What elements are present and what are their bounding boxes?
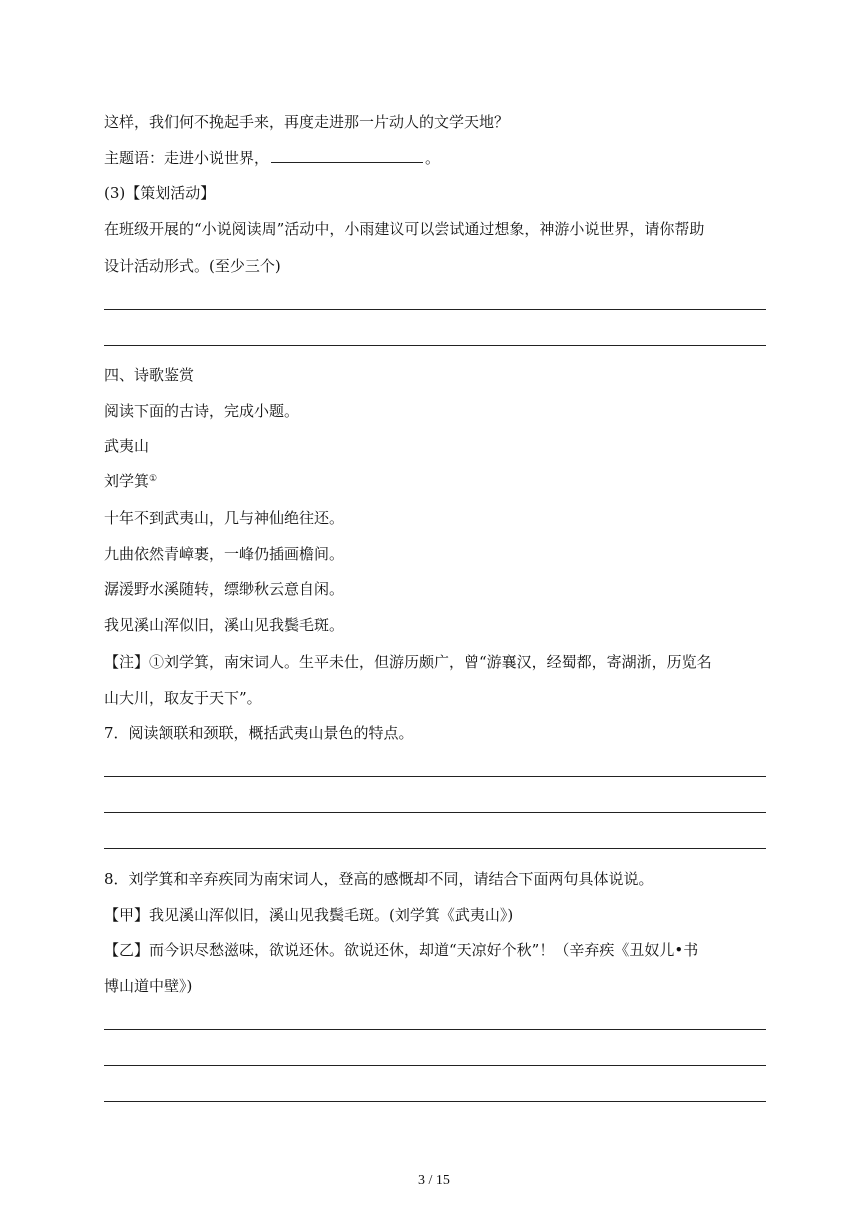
poem-author [104,471,157,491]
theme-answer-blank[interactable] [271,150,423,163]
answer-line[interactable] [104,1029,766,1030]
question-8: 8．刘学箕和辛弃疾同为南宋词人，登高的感慨却不同，请结合下面两句具体说说。 [104,870,654,888]
answer-line[interactable] [104,1101,766,1102]
footnote-mark: ① [149,474,158,484]
subquestion-3: (3)【策划活动】 [104,184,216,202]
answer-line[interactable] [104,812,766,813]
question-7: 7．阅读颔联和颈联，概括武夷山景色的特点。 [104,724,414,742]
poem-verse: 十年不到武夷山，几与神仙绝往还。 [104,509,345,527]
quote-yi-line-1: 【乙】而今识尽愁滋味，欲说还休。欲说还休，却道“天凉好个秋”！（辛弃疾《丑奴儿•书 [104,941,699,959]
answer-line[interactable] [104,776,766,777]
quote-yi-line-2: 博山道中壁》) [104,977,193,995]
answer-line[interactable] [104,309,766,310]
annotation-line-2: 山大川，取友于天下”。 [104,689,262,707]
poem-verse: 我见溪山浑似旧，溪山见我鬓毛斑。 [104,616,345,634]
section-heading: 四、诗歌鉴赏 [104,366,195,384]
task-line-2: 设计活动形式。(至少三个) [104,257,281,275]
quote-jia: 【甲】我见溪山浑似旧，溪山见我鬓毛斑。(刘学箕《武夷山》) [104,906,514,924]
poem-author-name: 刘学箕 [104,472,150,490]
answer-line[interactable] [104,345,766,346]
theme-line [104,148,440,168]
answer-line[interactable] [104,1065,766,1066]
instruction-text: 阅读下面的古诗，完成小题。 [104,402,300,420]
page-number: 3 / 15 [418,1173,450,1188]
annotation-line-1: 【注】①刘学箕，南宋词人。生平未仕，但游历颇广，曾“游襄汉，经蜀都，寄湖浙，历览名 [104,653,712,671]
line-intro: 这样，我们何不挽起手来，再度走进那一片动人的文学天地？ [104,113,510,131]
theme-suffix: 。 [425,149,441,167]
theme-prefix: 主题语：走进小说世界， [104,149,270,167]
poem-verse: 潺湲野水溪随转，缥缈秋云意自闲。 [104,580,345,598]
task-line-1: 在班级开展的“小说阅读周”活动中，小雨建议可以尝试通过想象，神游小说世界，请你帮助 [104,220,705,238]
poem-title: 武夷山 [104,437,150,455]
answer-line[interactable] [104,848,766,849]
poem-verse: 九曲依然青嶂裹，一峰仍插画檐间。 [104,545,345,563]
